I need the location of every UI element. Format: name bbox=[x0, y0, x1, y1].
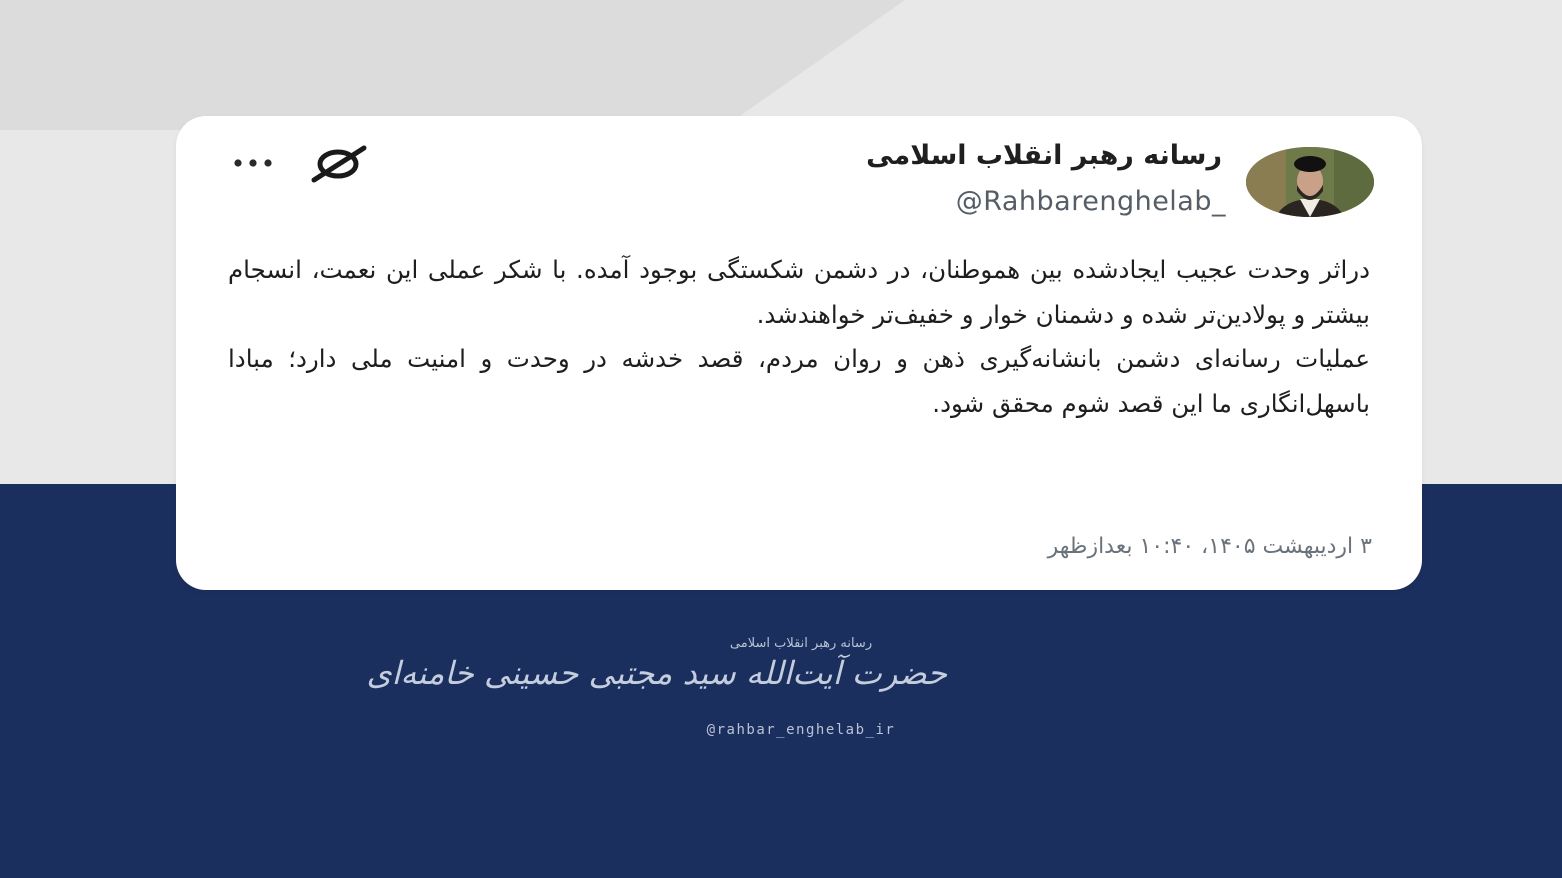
display-name[interactable]: رسانه رهبر انقلاب اسلامی bbox=[866, 140, 1222, 171]
more-dots-icon[interactable] bbox=[230, 154, 280, 172]
post-card bbox=[176, 116, 1422, 590]
x-logo-icon[interactable] bbox=[306, 144, 370, 184]
post-timestamp[interactable]: ۳ اردیبهشت ۱۴۰۵، ۱۰:۴۰ بعدازظهر bbox=[1047, 534, 1372, 559]
signature-logo bbox=[366, 632, 947, 744]
profile-photo-icon bbox=[1246, 147, 1374, 217]
signature-calligraphy: حضرت آیت‌الله سید مجتبی حسینی خامنه‌ای bbox=[366, 654, 947, 692]
signature-handle: @rahbar_enghelab_ir bbox=[706, 722, 896, 738]
avatar[interactable] bbox=[1246, 147, 1374, 217]
post-paragraph: دراثر وحدت عجیب ایجادشده بین هموطنان، در دشمن شکستگی بوجود آمده. با شکر عملی این نعمت، انسجام بیشتر و پولادین‌تر شده و دشمنان خوار و خفیف‌تر خواهندشد. bbox=[228, 255, 1370, 329]
signature-top-text: رسانه رهبر انقلاب اسلامی bbox=[729, 636, 873, 651]
post-text bbox=[228, 248, 1370, 426]
post-paragraph: عملیات رسانه‌ای دشمن بانشانه‌گیری ذهن و روان مردم، قصد خدشه در وحدت و امنیت ملی دارد؛ مبادا باسهل‌انگاری ما این قصد شوم محقق شود. bbox=[228, 344, 1370, 418]
user-handle[interactable]: @Rahbarenghelab_ bbox=[955, 186, 1226, 217]
